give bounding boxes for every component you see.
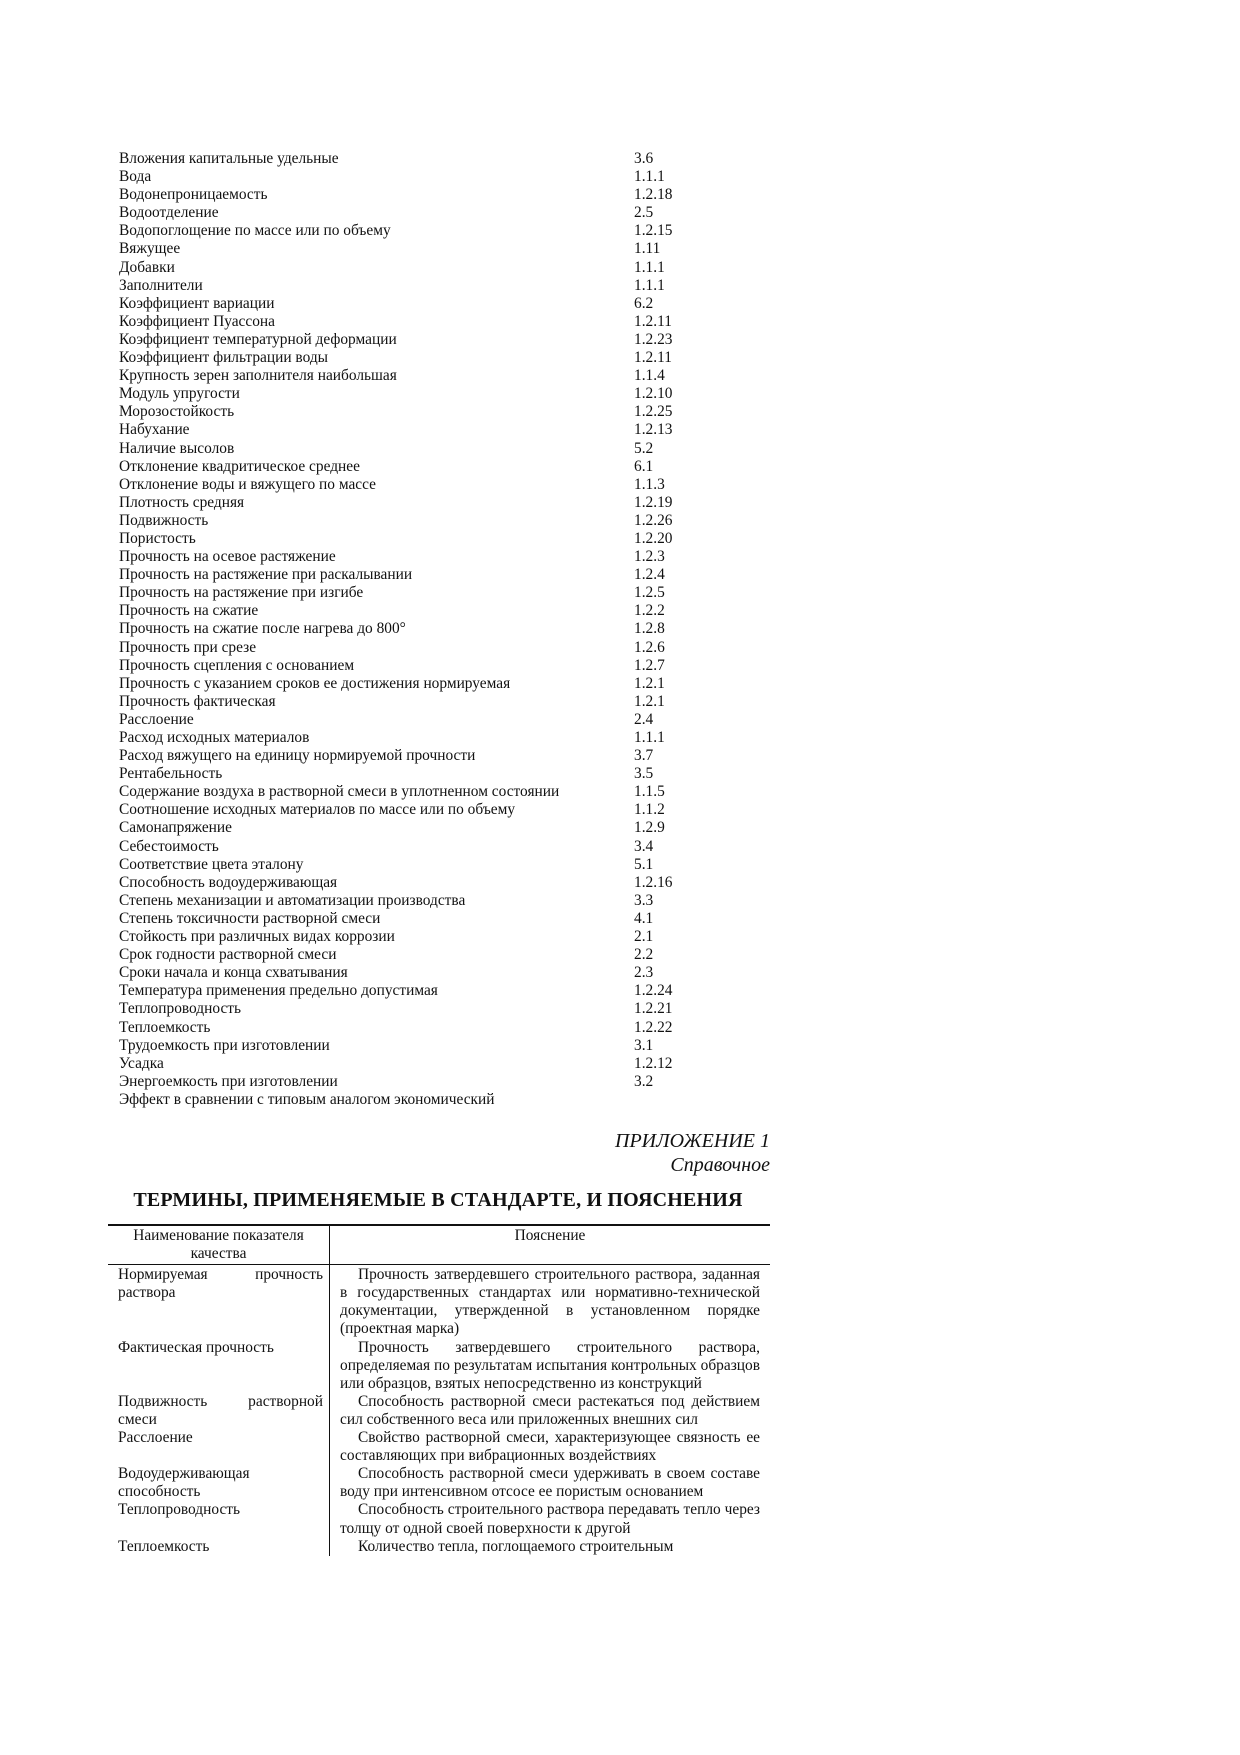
index-row [119,349,719,367]
index-term: Прочность на растяжение при раскалывании [119,566,413,584]
index-ref: 3.6 [634,150,654,167]
index-ref: 2.3 [634,964,654,982]
index-row [119,729,719,747]
index-ref: 1.2.11 [634,349,672,367]
index-term: Прочность на сжатие после нагрева до 800° [119,620,406,638]
index-ref: 1.1.1 [634,729,665,746]
index-term: Степень токсичности растворной смеси [119,909,381,927]
index-ref: 1.2.10 [634,385,673,403]
index-ref: 1.2.1 [634,674,665,692]
index-ref: 1.1.5 [634,783,665,801]
index-ref: 2.4 [634,710,654,728]
index-row [119,946,719,964]
index-term: Водоотделение [119,204,219,222]
index-ref: 1.2.19 [634,493,673,511]
index-term: Усадка [119,1054,164,1072]
index-row [119,566,719,584]
index-term: Трудоемкость при изготовлении [119,1036,330,1054]
index-row [119,476,719,494]
index-row [119,747,719,765]
index-term: Заполнители [119,276,203,294]
index-term: Модуль упругости [119,385,240,403]
index-row [119,168,719,186]
index-term: Эффект в сравнении с типовым аналогом экономический [119,1090,495,1108]
index-term: Прочность на осевое растяжение [119,548,336,566]
index-row [119,1037,719,1055]
index-row [119,240,719,258]
table-header-row [108,1225,770,1265]
index-ref: 1.2.2 [634,602,665,620]
index-ref: 1.2.15 [634,222,673,240]
term-name: Подвижность растворной смеси [108,1393,330,1429]
index-ref: 1.2.6 [634,638,665,656]
term-name: Теплопроводность [108,1501,330,1537]
index-term: Добавки [119,258,175,276]
index-term: Коэффициент фильтрации воды [119,349,329,367]
index-term: Прочность на сжатие [119,602,259,620]
index-term: Расход вяжущего на единицу нормируемой прочности [119,747,476,765]
index-row [119,675,719,693]
index-ref: 1.2.11 [634,312,672,330]
index-ref: 1.2.12 [634,1054,673,1072]
index-row [119,367,719,385]
index-term: Способность водоудерживающая [119,873,338,891]
index-ref: 2.5 [634,204,654,222]
term-description: Количество тепла, поглощаемого строительным [358,1537,674,1555]
index-row [119,295,719,313]
index-row [119,856,719,874]
index-row [119,801,719,819]
term-name: Расслоение [108,1429,330,1465]
appendix-label: ПРИЛОЖЕНИЕ 1 [615,1130,770,1152]
index-term: Набухание [119,421,190,439]
index-ref: 5.2 [634,439,654,457]
index-term: Коэффициент Пуассона [119,312,275,330]
index-row [119,639,719,657]
index-ref: 3.1 [634,1036,654,1054]
index-term: Содержание воздуха в растворной смеси в уплотненном состоянии [119,783,560,801]
table-row [108,1465,770,1501]
index-row [119,657,719,675]
header-name: Наименование показателя качества [108,1225,330,1265]
index-term: Морозостойкость [119,403,235,421]
index-ref: 4.1 [634,909,654,927]
index-ref [634,1091,714,1109]
index-term: Прочность фактическая [119,692,276,710]
index-ref: 1.2.23 [634,330,673,348]
term-name: Нормируемая прочность раствора [108,1265,330,1339]
index-row [119,1091,719,1109]
index-term: Отклонение воды и вяжущего по массе [119,475,376,493]
index-row [119,602,719,620]
terms-table [108,1224,770,1556]
index-row [119,765,719,783]
index-row [119,819,719,837]
index-row [119,964,719,982]
index-ref: 1.2.24 [634,982,673,1000]
appendix-kind: Справочное [670,1154,770,1176]
index-term: Сроки начала и конца схватывания [119,964,348,982]
index-ref: 6.2 [634,294,654,312]
index-ref: 1.2.26 [634,511,673,529]
term-description: Свойство растворной смеси, характеризующее связность ее составляющих при вибрационных воздействиях [340,1429,760,1465]
index-term: Водонепроницаемость [119,186,268,204]
index-term: Прочность на растяжение при изгибе [119,584,364,602]
table-row [108,1393,770,1429]
index-term: Коэффициент температурной деформации [119,330,397,348]
index-term: Соотношение исходных материалов по массе или по объему [119,801,516,819]
term-description: Способность строительного раствора передавать тепло через толщу от одной своей поверхности к другой [340,1501,760,1537]
index-term: Вяжущее [119,240,181,258]
index-row [119,892,719,910]
index-term: Вложения капитальные удельные [119,150,339,167]
index-row [119,494,719,512]
index-term: Прочность сцепления с основанием [119,656,355,674]
index-term: Расход исходных материалов [119,729,310,746]
index-ref: 1.11 [634,240,661,258]
index-ref: 3.3 [634,891,654,909]
index-row [119,512,719,530]
index-ref: 1.2.16 [634,873,673,891]
index-ref: 2.2 [634,946,654,964]
index-ref: 3.4 [634,837,654,855]
table-row [108,1265,770,1339]
term-description: Прочность затвердевшего строительного раствора, заданная в государственных стандартах или нормативно-технической документации, утвержденной в установленном порядке (проектная марка) [340,1266,760,1338]
table-row [108,1429,770,1465]
term-name: Фактическая прочность [108,1339,330,1393]
index-term: Вода [119,168,152,186]
term-name: Теплоемкость [108,1538,330,1556]
table-row [108,1538,770,1556]
index-ref: 1.2.5 [634,584,665,602]
index-ref: 3.2 [634,1072,654,1090]
index-term: Себестоимость [119,837,219,855]
index-term: Степень механизации и автоматизации производства [119,891,466,909]
index-row [119,530,719,548]
index-row [119,331,719,349]
header-desc: Пояснение [330,1225,771,1265]
index-row [119,693,719,711]
index-ref: 1.2.7 [634,656,665,674]
index-term: Срок годности растворной смеси [119,946,337,964]
index-term: Подвижность [119,511,209,529]
index-row [119,620,719,638]
index-row [119,584,719,602]
index-term: Соответствие цвета эталону [119,855,304,873]
index-ref: 1.2.4 [634,566,665,584]
index-term: Энергоемкость при изготовлении [119,1072,338,1090]
index-row [119,783,719,801]
index-row [119,711,719,729]
index-ref: 1.1.1 [634,276,665,294]
index-term: Плотность средняя [119,493,245,511]
term-description: Прочность затвердевшего строительного раствора, определяемая по результатам испытания контрольных образцов или образцов, взятых непосредственно из конструкций [340,1338,760,1392]
index-row [119,1019,719,1037]
index-term: Водопоглощение по массе или по объему [119,222,391,240]
index-ref: 1.1.1 [634,258,665,276]
index-term: Прочность с указанием сроков ее достижения нормируемая [119,674,511,692]
index-term: Температура применения предельно допустимая [119,982,438,1000]
index-ref: 3.7 [634,747,654,765]
index-row [119,385,719,403]
index-row [119,548,719,566]
index-ref: 1.1.3 [634,475,665,493]
index-ref: 1.2.22 [634,1018,673,1036]
index-row [119,874,719,892]
index-ref: 1.1.1 [634,168,665,186]
index-row [119,421,719,439]
index-row [119,186,719,204]
index-row [119,313,719,331]
index-row [119,838,719,856]
index-row [119,277,719,295]
index-row [119,458,719,476]
index-ref: 1.1.2 [634,801,665,819]
index-term: Стойкость при различных видах коррозии [119,928,395,946]
index-row [119,259,719,277]
index-term: Крупность зерен заполнителя наибольшая [119,367,397,385]
table-row [108,1339,770,1393]
term-description: Способность растворной смеси удерживать в своем составе воду при интенсивном отсосе ее пористым основанием [340,1465,760,1501]
index-row [119,222,719,240]
index-ref: 6.1 [634,457,654,475]
term-name: Водоудерживающая способность [108,1465,330,1501]
index-ref: 1.2.18 [634,186,673,204]
index-row [119,440,719,458]
index-ref: 1.2.20 [634,529,673,547]
index-row [119,928,719,946]
index-ref: 3.5 [634,765,654,783]
index-row [119,204,719,222]
index-ref: 2.1 [634,928,654,946]
index-term: Самонапряжение [119,819,232,837]
index-row [119,403,719,421]
index-term: Наличие высолов [119,439,235,457]
index-row [119,1055,719,1073]
index-term: Прочность при срезе [119,638,257,656]
index-ref: 1.1.4 [634,367,665,385]
index-term: Пористость [119,529,196,547]
index-ref: 1.2.1 [634,692,665,710]
index-ref: 1.2.9 [634,819,665,837]
index-ref: 1.2.8 [634,620,665,638]
index-term: Теплопроводность [119,1000,242,1018]
appendix-header [520,1129,770,1177]
index-term: Рентабельность [119,765,223,783]
index-row [119,1073,719,1091]
index-ref: 1.2.13 [634,421,673,439]
index-ref: 1.2.21 [634,1000,673,1018]
section-title: ТЕРМИНЫ, ПРИМЕНЯЕМЫЕ В СТАНДАРТЕ, И ПОЯСНЕНИЯ [133,1189,743,1211]
index-row [119,982,719,1000]
index-row [119,1000,719,1018]
index-ref: 5.1 [634,855,654,873]
term-description: Способность растворной смеси растекаться под действием сил собственного веса или приложенных внешних сил [340,1392,760,1428]
index-ref: 1.2.25 [634,403,673,421]
index-row [119,910,719,928]
index-term: Расслоение [119,710,194,728]
table-row [108,1501,770,1537]
term-index [119,150,719,1109]
index-ref: 1.2.3 [634,548,665,566]
index-row [119,150,719,168]
index-term: Коэффициент вариации [119,294,275,312]
index-term: Теплоемкость [119,1018,211,1036]
index-term: Отклонение квадритическое среднее [119,457,360,475]
